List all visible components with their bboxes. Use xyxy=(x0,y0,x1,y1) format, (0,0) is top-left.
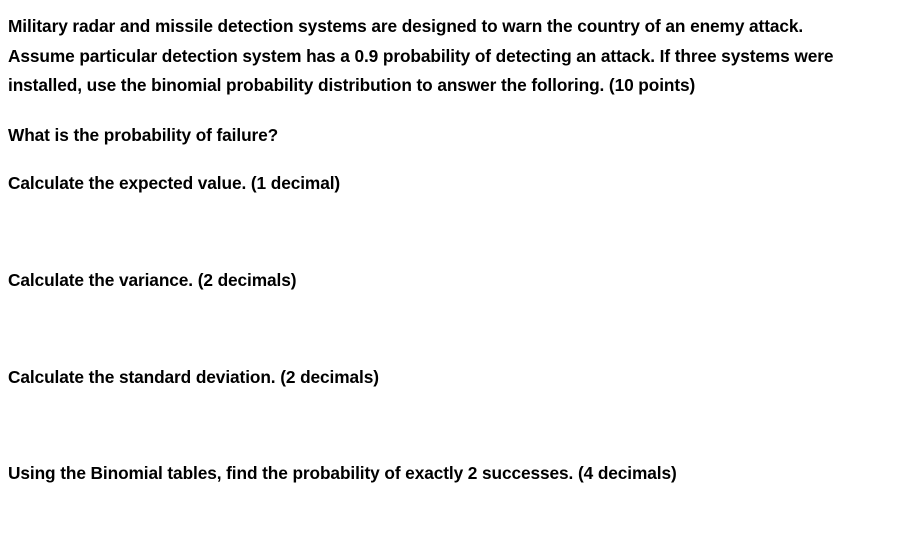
question-expected-value: Calculate the expected value. (1 decimal) xyxy=(8,173,341,193)
intro-line-3: installed, use the binomial probability distribution to answer the folloring. (10 points) xyxy=(8,75,696,95)
question-probability-of-failure: What is the probability of failure? xyxy=(8,125,279,145)
intro-line-1: Military radar and missile detection systems are designed to warn the country of an enemy attack. xyxy=(8,16,804,36)
intro-line-2: Assume particular detection system has a 0.9 probability of detecting an attack. If three systems were xyxy=(8,46,834,66)
question-exactly-two-successes: Using the Binomial tables, find the probability of exactly 2 successes. (4 decimals) xyxy=(8,463,677,483)
question-variance: Calculate the variance. (2 decimals) xyxy=(8,270,297,290)
question-standard-deviation: Calculate the standard deviation. (2 decimals) xyxy=(8,367,379,387)
